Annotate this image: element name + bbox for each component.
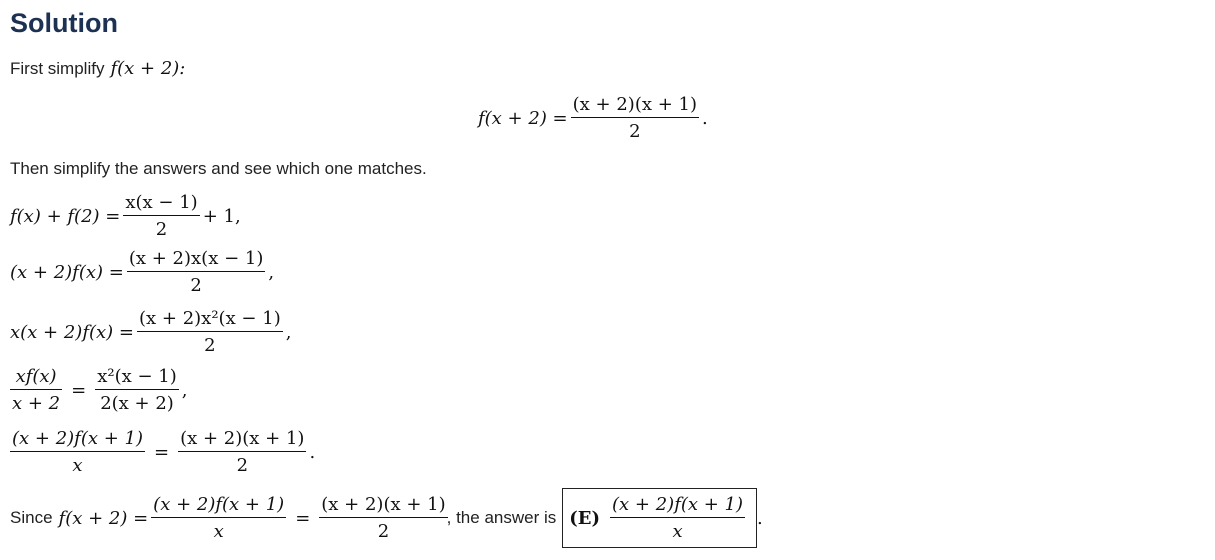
line-e-numerator: (x + 2)(x + 1): [178, 428, 306, 452]
display-eq-denominator: 2: [629, 121, 641, 142]
answer-line-c: [10, 308, 291, 356]
line-d-denominator: 2(x + 2): [100, 393, 174, 414]
conclusion-denominator-2: 2: [377, 521, 390, 542]
line-b-denominator: 2: [190, 275, 202, 296]
intro-expr-text: f(x + 2):: [110, 58, 186, 79]
line-d-fraction: [95, 366, 179, 414]
line-c-numerator: (x + 2)x²(x − 1): [137, 308, 283, 332]
answer-denominator: x: [672, 521, 683, 542]
answer-choice: (E): [569, 507, 601, 529]
line-a-fraction: [123, 192, 199, 240]
line-d-numerator: x²(x − 1): [95, 366, 179, 390]
answer-line-b: [10, 248, 274, 296]
conclusion-tail: .: [757, 507, 763, 529]
then-text: Then simplify the answers and see which one matches.: [10, 159, 427, 178]
line-b-fraction: [127, 248, 266, 296]
line-a-numerator: x(x − 1): [123, 192, 199, 216]
line-e-denominator: 2: [236, 455, 249, 476]
conclusion-numerator-2: (x + 2)(x + 1): [319, 494, 447, 518]
line-a-tail: + 1,: [202, 205, 241, 227]
answer-box: [562, 488, 757, 548]
intro-line: [10, 58, 185, 79]
answer-line-d: [10, 366, 188, 414]
answer-line-e: [10, 428, 315, 476]
line-a-lhs: f(x) + f(2) =: [10, 205, 121, 227]
line-e-tail: .: [309, 441, 316, 463]
conclusion-numerator-1: (x + 2)f(x + 1): [151, 494, 286, 518]
line-d-left-fraction: [10, 366, 62, 414]
answer-fraction: [610, 494, 745, 542]
line-a-denominator: 2: [155, 219, 168, 240]
conclusion-equals: =: [295, 507, 311, 529]
conclusion-answer-text: , the answer is: [446, 508, 557, 527]
line-b-numerator: (x + 2)x(x − 1): [127, 248, 266, 272]
line-c-tail: ,: [285, 321, 292, 343]
line-e-left-numerator: (x + 2)f(x + 1): [10, 428, 145, 452]
display-eq-tail: .: [702, 107, 708, 129]
answer-line-a: [10, 192, 241, 240]
line-e-left-denominator: x: [72, 455, 83, 476]
conclusion-lhs-text: f(x + 2) =: [58, 507, 149, 529]
conclusion-line: [10, 488, 763, 548]
line-c-denominator: 2: [204, 335, 216, 356]
intro-expression: [110, 58, 185, 79]
display-eq-fraction: [571, 94, 699, 142]
line-b-lhs: (x + 2)f(x) =: [10, 261, 124, 283]
line-d-left-numerator: xf(x): [10, 366, 62, 390]
conclusion-lhs: [59, 508, 149, 529]
line-d-tail: ,: [181, 379, 188, 401]
line-e-equals: =: [154, 441, 170, 463]
line-e-left-fraction: [10, 428, 145, 476]
display-eq-numerator: (x + 2)(x + 1): [571, 94, 699, 118]
intro-text: First simplify: [10, 58, 105, 78]
line-c-lhs: x(x + 2)f(x) =: [10, 321, 134, 343]
answer-numerator: (x + 2)f(x + 1): [610, 494, 745, 518]
line-d-left-denominator: x + 2: [12, 393, 61, 414]
conclusion-since: Since: [10, 508, 53, 527]
conclusion-fraction-1: [151, 494, 286, 542]
line-b-tail: ,: [268, 261, 275, 283]
line-d-equals: =: [71, 379, 87, 401]
conclusion-denominator-1: x: [213, 521, 224, 542]
solution-heading: Solution: [10, 8, 118, 38]
line-c-fraction: [137, 308, 283, 356]
conclusion-fraction-2: [319, 494, 447, 542]
line-e-fraction: [178, 428, 306, 476]
display-equation: [478, 94, 708, 142]
display-eq-lhs: f(x + 2) =: [478, 107, 568, 129]
